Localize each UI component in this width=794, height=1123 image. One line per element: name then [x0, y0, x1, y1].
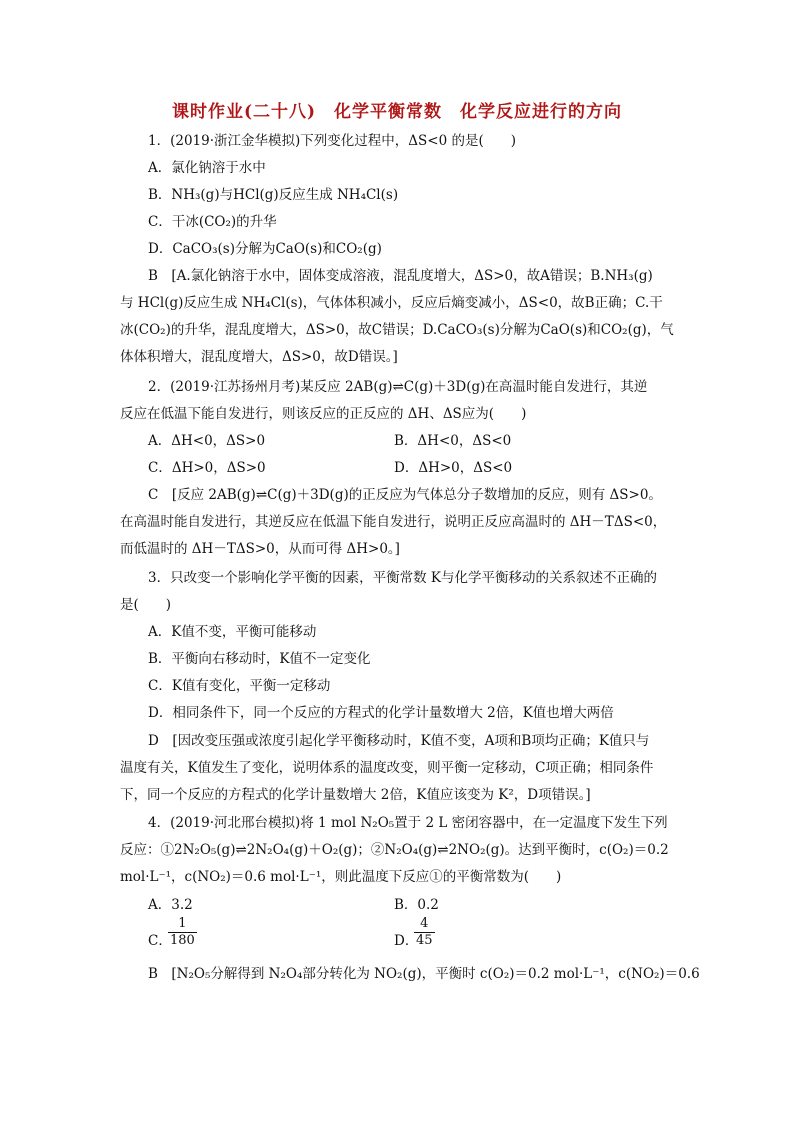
- q2-option-b: B．ΔH<0，ΔS<0: [394, 433, 512, 449]
- q4-option-c-fraction: [168, 916, 197, 949]
- q3-option-c: C．K值有变化，平衡一定移动: [148, 678, 331, 694]
- q3-option-a: A．K值不变，平衡可能移动: [148, 624, 317, 640]
- q3-option-d: D．相同条件下，同一个反应的方程式的化学计量数增大 2倍，K值也增大两倍: [148, 705, 614, 721]
- q4-stem-line-2: 反应：①2N₂O₅(g)⇌2N₂O₄(g)＋O₂(g)；②N₂O₄(g)⇌2NO₂(g)。达到平衡时，c(O₂)＝0.2: [120, 842, 669, 858]
- q1-option-b: B．NH₃(g)与HCl(g)反应生成 NH₄Cl(s): [148, 187, 399, 203]
- q4-option-c-denominator: 180: [170, 933, 195, 948]
- q4-option-d-fraction: [414, 916, 435, 949]
- q4-option-a: A．3.2: [148, 897, 193, 913]
- q1-option-c: C．干冰(CO₂)的升华: [148, 214, 277, 230]
- q2-answer-line-1: C [反应 2AB(g)⇌C(g)＋3D(g)的正反应为气体总分子数增加的反应，则有 ΔS>0。: [148, 487, 662, 503]
- q1-option-d: D．CaCO₃(s)分解为CaO(s)和CO₂(g): [148, 241, 382, 257]
- q4-option-d-label: D．: [394, 933, 419, 949]
- q3-stem-line-1: 3．只改变一个影响化学平衡的因素，平衡常数 K与化学平衡移动的关系叙述不正确的: [148, 570, 657, 586]
- q4-stem-line-1: 4．(2019·河北邢台模拟)将 1 mol N₂O₅置于 2 L 密闭容器中，在一定温度下发生下列: [148, 815, 668, 831]
- q4-option-c-label: C．: [148, 933, 172, 949]
- q4-option-d-numerator: 4: [414, 916, 435, 933]
- q1-answer-line-4: 体体积增大，混乱度增大，ΔS>0，故D错误。]: [120, 349, 398, 365]
- q3-answer-line-1: D [因改变压强或浓度引起化学平衡移动时，K值不变，A项和B项均正确；K值只与: [148, 733, 650, 749]
- q2-answer-line-3: 而低温时的 ΔH－TΔS>0，从而可得 ΔH>0。]: [120, 541, 400, 557]
- q4-option-b: B．0.2: [394, 897, 439, 913]
- q1-answer-line-2: 与 HCl(g)反应生成 NH₄Cl(s)，气体体积减小，反应后熵变减小，ΔS<0，故B正确；C.干: [120, 295, 663, 311]
- q1-answer-line-3: 冰(CO₂)的升华，混乱度增大，ΔS>0，故C错误；D.CaCO₃(s)分解为CaO(s)和CO₂(g)，气: [120, 322, 674, 338]
- q3-answer-line-2: 温度有关，K值发生了变化，说明体系的温度改变，则平衡一定移动，C项正确；相同条件: [120, 760, 654, 776]
- q2-stem-line-2: 反应在低温下能自发进行，则该反应的正反应的 ΔH、ΔS应为( ): [120, 406, 527, 422]
- q2-stem-line-1: 2．(2019·江苏扬州月考)某反应 2AB(g)⇌C(g)＋3D(g)在高温时能自发进行，其逆: [148, 379, 648, 395]
- q4-answer-line-1: B [N₂O₅分解得到 N₂O₄部分转化为 NO₂(g)，平衡时 c(O₂)＝0.2 mol·L⁻¹，c(NO₂)＝0.6: [148, 966, 700, 982]
- q1-option-a: A．氯化钠溶于水中: [148, 160, 266, 176]
- q4-stem-line-3: mol·L⁻¹，c(NO₂)＝0.6 mol·L⁻¹，则此温度下反应①的平衡常数为( ): [120, 869, 562, 885]
- q4-option-d-denominator: 45: [416, 933, 433, 948]
- q3-option-b: B．平衡向右移动时，K值不一定变化: [148, 651, 371, 667]
- q2-answer-line-2: 在高温时能自发进行，其逆反应在低温下能自发进行，说明正反应高温时的 ΔH－TΔS<0，: [120, 514, 667, 530]
- q3-stem-line-2: 是( ): [120, 597, 172, 613]
- q2-option-d: D．ΔH>0，ΔS<0: [394, 460, 513, 476]
- q4-option-c-numerator: 1: [168, 916, 197, 933]
- page-title: 课时作业(二十八) 化学平衡常数 化学反应进行的方向: [171, 102, 623, 122]
- q1-stem: 1．(2019·浙江金华模拟)下列变化过程中，ΔS<0 的是( ): [148, 133, 516, 149]
- q1-answer-line-1: B [A.氯化钠溶于水中，固体变成溶液，混乱度增大，ΔS>0，故A错误；B.NH₃(g): [148, 268, 653, 284]
- q2-option-a: A．ΔH<0，ΔS>0: [148, 433, 266, 449]
- q2-option-c: C．ΔH>0，ΔS>0: [148, 460, 266, 476]
- q3-answer-line-3: 下，同一个反应的方程式的化学计量数增大 2倍，K值应该变为 K²，D项错误。]: [120, 787, 591, 803]
